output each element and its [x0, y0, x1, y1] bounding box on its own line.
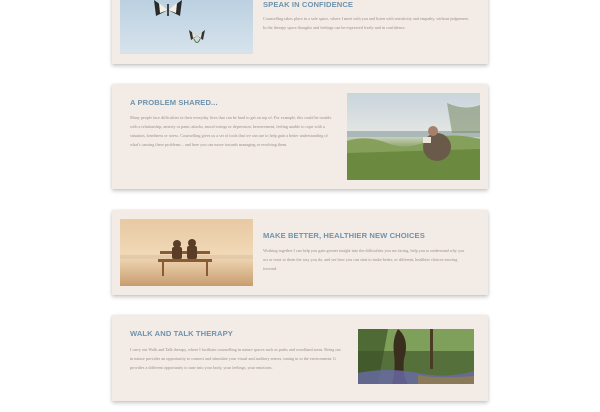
section-heading: SPEAK IN CONFIDENCE [263, 0, 354, 9]
card-walk-and-talk [112, 315, 488, 401]
section-body: I carry out Walk and Talk therapy, where I facilitate counselling in nature spaces such as parks and woodland areas. Being out in nature provides an opportunity to connect and stimulate your visual and auditory senses, tuning in to the environment. It provides a different opportunity to tune into your body, your feelings, your emotions. [130, 347, 341, 370]
section-heading: WALK AND TALK THERAPY [130, 329, 233, 338]
butterflies-photo [120, 0, 253, 54]
section-heading: MAKE BETTER, HEALTHIER NEW CHOICES [263, 231, 425, 240]
section-body: Counselling takes place in a safe space, where I meet with you and listen with sensitivity and empathy, without judgement. In the therapy space thoughts and feelings can be expressed freely and in confidence. [263, 16, 469, 30]
section-body: Many people face difficulties in their everyday lives that can be hard to get on top of. For example, this could be trouble with a relationship, anxiety or panic attacks, mood swings or depression, bereavement, feeling unable to cope with a situation, loneliness or stress. Counselling gives us a set of tools that we can use to help gain a better understanding of what's causing these problems – and here you can move towards managing or resolving them. [130, 115, 332, 147]
section-body: Working together I can help you gain greater insight into the difficulties you are facing, help you to understand why you act or react to them the way you do, and see how you can start to make better, or different, healthier choices moving forward. [263, 248, 465, 271]
card-a-problem-shared [112, 84, 488, 189]
card-make-better-choices [112, 210, 488, 295]
woodland-bluebells-photo [358, 329, 474, 384]
man-reading-in-grass-photo [347, 93, 480, 180]
card-speak-in-confidence [112, 0, 488, 64]
couple-on-bench-photo [120, 219, 253, 286]
section-heading: A PROBLEM SHARED... [130, 98, 218, 107]
